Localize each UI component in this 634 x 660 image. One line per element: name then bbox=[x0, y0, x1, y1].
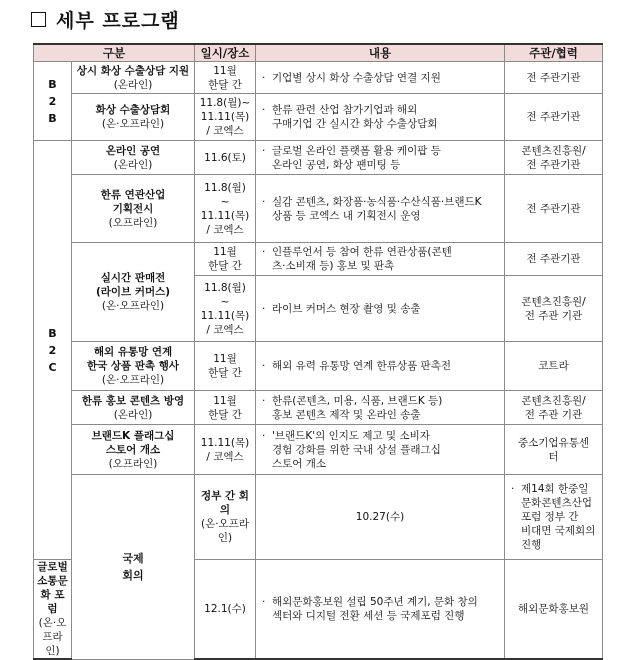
program-content: · 실감 콘텐츠, 화장품·농식품·수산식품·브랜드K 상품 등 코엑스 내 기획전시 운영 bbox=[256, 175, 505, 243]
program-organizer: 해외문화홍보원 bbox=[505, 560, 603, 660]
header-organizer: 주관/협력 bbox=[505, 44, 603, 62]
program-name: 상시 화상 수출상담 지원 (온라인) bbox=[72, 62, 195, 94]
program-date: 10.27(수) bbox=[256, 475, 505, 560]
program-organizer: 코트라 bbox=[505, 342, 603, 391]
header-category: 구분 bbox=[34, 44, 195, 62]
table-row bbox=[34, 391, 603, 425]
group-b2b: B 2 B bbox=[34, 62, 72, 141]
program-name: 한류 홍보 콘텐츠 방영 (온라인) bbox=[72, 391, 195, 425]
program-organizer: 중소기업유통센 터 bbox=[505, 425, 603, 475]
program-name: 정부 간 회의 (온·오프라인) bbox=[195, 475, 256, 560]
program-content: · 한류(콘텐츠, 미용, 식품, 브랜드K 등) 홍보 콘텐츠 제작 및 온라인 송출 bbox=[256, 391, 505, 425]
program-date: 11.8(월) ~ 11.11(목) / 코엑스 bbox=[195, 175, 256, 243]
program-date: 11.8(월)~ 11.11(목) / 코엑스 bbox=[195, 94, 256, 141]
table-row bbox=[34, 243, 603, 276]
table-row bbox=[34, 342, 603, 391]
program-date: 11월 한달 간 bbox=[195, 391, 256, 425]
program-organizer: 전 주관기관 bbox=[505, 62, 603, 94]
program-name: 화상 수출상담회 (온·오프라인) bbox=[72, 94, 195, 141]
table-row bbox=[34, 141, 603, 175]
page-title: 세부 프로그램 bbox=[56, 9, 180, 32]
program-name: 해외 유통망 연계 한국 상품 판촉 행사 (온·오프라인) bbox=[72, 342, 195, 391]
program-content: · 인플루언서 등 참여 한류 연관상품(콘텐 츠·소비재 등) 홍보 및 판촉 bbox=[256, 243, 505, 276]
program-organizer: 전 주관기관 bbox=[505, 243, 603, 276]
program-name: 브랜드K 플래그십 스토어 개소 (오프라인) bbox=[72, 425, 195, 475]
program-content: · 한류 관련 산업 참가기업과 해외 구매기업 간 실시간 화상 수출상담회 bbox=[256, 94, 505, 141]
table-row bbox=[34, 94, 603, 141]
program-content: · 글로벌 온라인 플랫폼 활용 케이팝 등 온라인 공연, 화상 팬미팅 등 bbox=[256, 141, 505, 175]
header-content: 내용 bbox=[256, 44, 505, 62]
program-organizer: 전 주관기관 bbox=[505, 175, 603, 243]
program-organizer: 콘텐츠진흥원/ 전 주관 기관 bbox=[505, 276, 603, 342]
program-date: 11월 한달 간 bbox=[195, 243, 256, 276]
table-row bbox=[34, 425, 603, 475]
checkbox-square-icon bbox=[31, 12, 46, 27]
program-content: · 기업별 상시 화상 수출상담 연결 지원 bbox=[256, 62, 505, 94]
program-content: · 해외문화홍보원 설립 50주년 계기, 문화 창의 섹터와 디지털 전환 세션 등 국제포럼 진행 bbox=[256, 560, 505, 660]
program-content: · 해외 유력 유통망 연계 한류상품 판촉전 bbox=[256, 342, 505, 391]
header-date: 일시/장소 bbox=[195, 44, 256, 62]
program-date: 11월 한달 간 bbox=[195, 342, 256, 391]
table-row bbox=[34, 475, 603, 560]
group-conference: 국제 회의 bbox=[72, 475, 195, 660]
program-date: 11.11(목) / 코엑스 bbox=[195, 425, 256, 475]
group-b2c: B 2 C bbox=[34, 141, 72, 560]
program-name: 글로벌 소통문화 포럼 (온·오프라인) bbox=[34, 560, 72, 660]
program-organizer: 전 주관기관 bbox=[505, 94, 603, 141]
program-content: · '브랜드K'의 인지도 제고 및 소비자 경험 강화를 위한 국내 상설 플래그십 스토어 개소 bbox=[256, 425, 505, 475]
program-date: 11.8(월) ~ 11.11(목) / 코엑스 bbox=[195, 276, 256, 342]
program-name: 실시간 판매전 (라이브 커머스) (온·오프라인) bbox=[72, 243, 195, 342]
program-date: 11.6(토) bbox=[195, 141, 256, 175]
program-date: 12.1(수) bbox=[195, 560, 256, 660]
program-date: 11월 한달 간 bbox=[195, 62, 256, 94]
section-title bbox=[31, 6, 180, 32]
program-content: · 라이브 커머스 현장 촬영 및 송출 bbox=[256, 276, 505, 342]
program-name: 온라인 공연 (온라인) bbox=[72, 141, 195, 175]
program-table bbox=[33, 43, 603, 660]
table-row bbox=[34, 175, 603, 243]
program-content: · 제14회 한중일 문화콘텐츠산업 포럼 정부 간 비대면 국제회의 진행 bbox=[505, 475, 603, 560]
table-row bbox=[34, 62, 603, 94]
program-organizer: 콘텐츠진흥원/ 전 주관 기관 bbox=[505, 391, 603, 425]
program-name: 한류 연관산업 기획전시 (오프라인) bbox=[72, 175, 195, 243]
header-row bbox=[34, 44, 603, 62]
program-organizer: 콘텐츠진흥원/ 전 주관기관 bbox=[505, 141, 603, 175]
